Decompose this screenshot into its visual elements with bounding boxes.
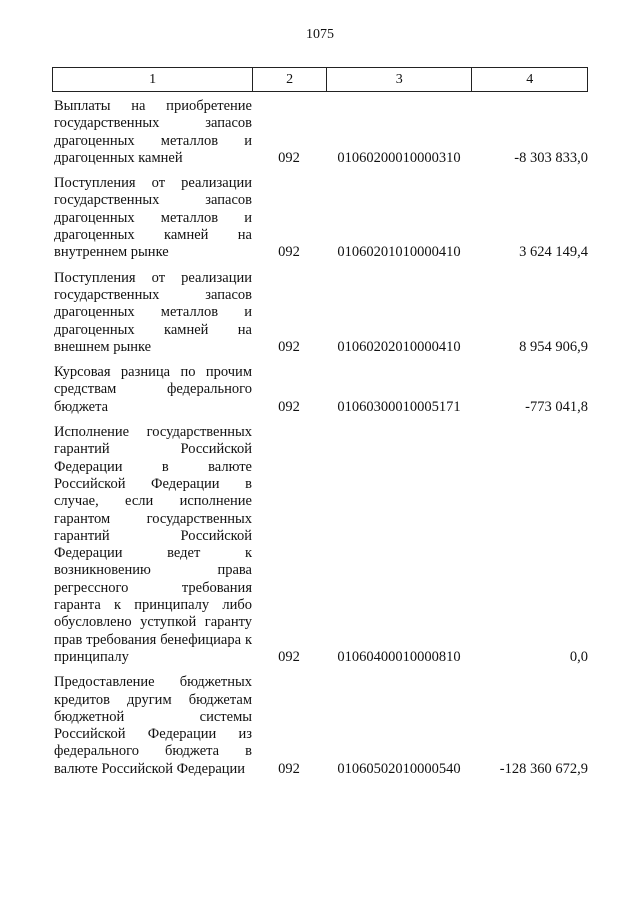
- row-kbk: 01060400010000810: [337, 648, 461, 665]
- row-code: 092: [278, 398, 300, 415]
- page-number: 1075: [306, 27, 334, 42]
- row-amount: -773 041,8: [525, 398, 588, 415]
- row-code: 092: [278, 338, 300, 355]
- table-row: [52, 270, 588, 356]
- header-col-1: 1: [149, 72, 157, 87]
- row-amount: 3 624 149,4: [519, 244, 588, 261]
- row-code: 092: [278, 244, 300, 261]
- row-description: Поступления от реализации государственных запасов драгоценных металлов и драгоценных камней на внутреннем рынке: [54, 175, 252, 261]
- row-amount: 8 954 906,9: [519, 338, 588, 355]
- header-col-3: 3: [326, 68, 471, 91]
- budget-table: [52, 67, 588, 778]
- table-row: [52, 175, 588, 261]
- row-kbk: 01060502010000540: [337, 760, 461, 777]
- table-row: [52, 424, 588, 666]
- row-description: Курсовая разница по прочим средствам федерального бюджета: [54, 364, 252, 415]
- header-col-4: 4: [471, 68, 587, 91]
- row-description: Предоставление бюджетных кредитов другим бюджетам бюджетной системы Российской Федерации из федерального бюджета в валюте Российской Федерации: [54, 674, 252, 777]
- table-row: [52, 364, 588, 416]
- row-amount: -8 303 833,0: [514, 149, 588, 166]
- table-row: [52, 674, 588, 778]
- row-kbk: 01060300010005171: [337, 398, 461, 415]
- row-kbk: 01060201010000410: [337, 244, 461, 261]
- header-col-2: 2: [252, 68, 326, 91]
- row-kbk: 01060200010000310: [337, 149, 461, 166]
- row-description: Выплаты на приобретение государственных запасов драгоценных металлов и драгоценных камней: [54, 98, 252, 166]
- table-row: [52, 98, 588, 167]
- row-description: Поступления от реализации государственных запасов драгоценных металлов и драгоценных камней на внешнем рынке: [54, 269, 252, 355]
- table-header: [52, 67, 588, 92]
- row-description: Исполнение государственных гарантий Российской Федерации в валюте Российской Федерации в случае, если исполнение гарантом государственных гарантий Российской Федерации ведет к возникновению права регрессного требования гаранта к принципалу либо обусловлено уступкой гаранту прав требования бенефициара к принципалу: [54, 424, 252, 665]
- row-code: 092: [278, 149, 300, 166]
- row-code: 092: [278, 760, 300, 777]
- row-code: 092: [278, 648, 300, 665]
- row-amount: -128 360 672,9: [499, 760, 588, 777]
- row-amount: 0,0: [569, 648, 588, 665]
- row-kbk: 01060202010000410: [337, 338, 461, 355]
